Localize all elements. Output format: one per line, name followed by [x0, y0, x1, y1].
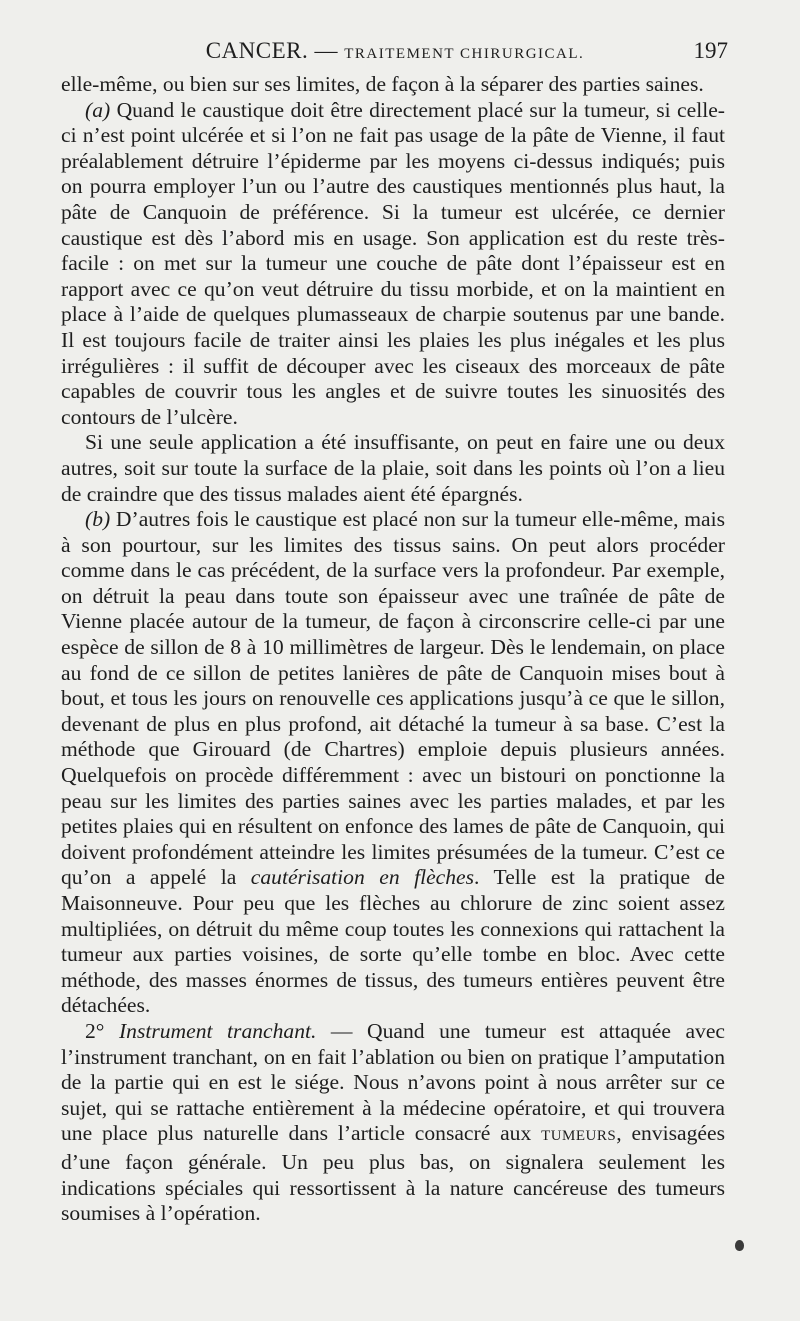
paragraph-text: D’autres fois le caustique est placé non sur la tumeur elle-même, mais à son pourtour, sur les limites des tissus sains. On peut alors procéder comme dans le cas précédent, de la surface vers la profondeur. Par exemple, on détruit la peau dans toute son épaisseur avec une traînée de pâte de Vienne placée autour de la tumeur, de façon à circonscrire celle-ci par une espèce de sillon de 8 à 10 millimètres de largeur. Dès le lendemain, on place au fond de ce sillon de petites lanières de pâte de Canquoin mises bout à bout, et tous les jours on renouvelle ces applications jusqu’à ce que le sillon, devenant de plus en plus profond, ait détaché la tumeur à sa base. C’est la méthode que Girouard (de Chartres) emploie depuis plusieurs années. Quelquefois on procède différemment : avec un bistouri on ponctionne la peau sur les limites des parties saines avec les parties malades, et par les petites plaies qui en résultent on enfonce des lames de pâte de Canquoin, qui doivent profondément atteindre les limites présumées de la tumeur. C’est ce qu’on a appelé la: [61, 507, 725, 890]
paragraph-tail: . Telle est la pratique de Maisonneuve. Pour peu que les flèches au chlorure de zinc soient assez multipliées, on détruit du même coup toutes les connexions qui rattachent la tumeur aux parties voisines, de sorte qu’elle tombe en bloc. Avec cette méthode, des masses énormes de tissus, des tumeurs entières peuvent être détachées.: [61, 865, 725, 1018]
paragraph-instrument: [61, 1019, 725, 1227]
running-header: [62, 38, 728, 68]
header-title: [62, 38, 728, 64]
paragraph-text: elle-même, ou bien sur ses limites, de façon à la séparer des parties saines.: [61, 72, 704, 96]
paragraph-reapplication: [61, 430, 725, 507]
paragraph-a: [61, 98, 725, 431]
cross-reference: TUMEURS: [541, 1128, 617, 1145]
paragraph-continuation: [61, 72, 725, 98]
paragraph-marker: (b): [85, 507, 111, 532]
paragraph-marker: (a): [85, 97, 111, 122]
body-text: [61, 72, 725, 1227]
ink-spot: [735, 1240, 744, 1251]
header-title-main: CANCER. —: [205, 38, 338, 63]
paragraph-text: Si une seule application a été insuffisante, on peut en faire une ou deux autres, soit sur toute la surface de la plaie, soit dans les points où l’on a lieu de craindre que des tissus malades aient été épargnés.: [61, 430, 725, 506]
paragraph-text: — Quand une tumeur est attaquée avec l’instrument tranchant, on en fait l’ablation ou bien on pratique l’amputation de la partie qui en est le siége. Nous n’avons point à nous arrêter sur ce sujet, qui se rattache entièrement à la médecine opératoire, et qui trouvera une place plus naturelle dans l’article consacré aux: [61, 1018, 725, 1146]
emphasis-term: cautérisation en flèches: [250, 865, 475, 890]
paragraph-tail: , envisagées d’une façon générale. Un peu plus bas, on signalera seulement les indications spéciales qui ressortissent à la nature cancéreuse des tumeurs soumises à l’opération.: [61, 1121, 725, 1226]
paragraph-marker: 2°: [85, 1018, 105, 1043]
paragraph-text: Quand le caustique doit être directement placé sur la tumeur, si celle-ci n’est point ulcérée et si l’on ne fait pas usage de la pâte de Vienne, il faut préalablement détruire l’épiderme par les moyens ci-dessus indiqués; puis on pourra employer l’un ou l’autre des caustiques mentionnés plus haut, la pâte de Canquoin de préférence. Si la tumeur est ulcérée, ce dernier caustique est dès l’abord mis en usage. Son application est du reste très-facile : on met sur la tumeur une couche de pâte dont l’épaisseur est en rapport avec ce qu’on veut détruire du tissu morbide, et on la maintient en place à l’aide de quelques plumasseaux de charpie soutenus par une bande. Il est toujours facile de traiter ainsi les plaies les plus inégales et les plus irrégulières : il suffit de découper avec les ciseaux des morceaux de pâte capables de couvrir tous les angles et de suivre toutes les sinuosités des contours de l’ulcère.: [61, 97, 725, 429]
paragraph-b: [61, 507, 725, 1019]
section-heading: Instrument tranchant.: [104, 1018, 317, 1043]
header-title-sub: TRAITEMENT CHIRURGICAL.: [344, 46, 585, 62]
page-number: 197: [693, 38, 728, 63]
